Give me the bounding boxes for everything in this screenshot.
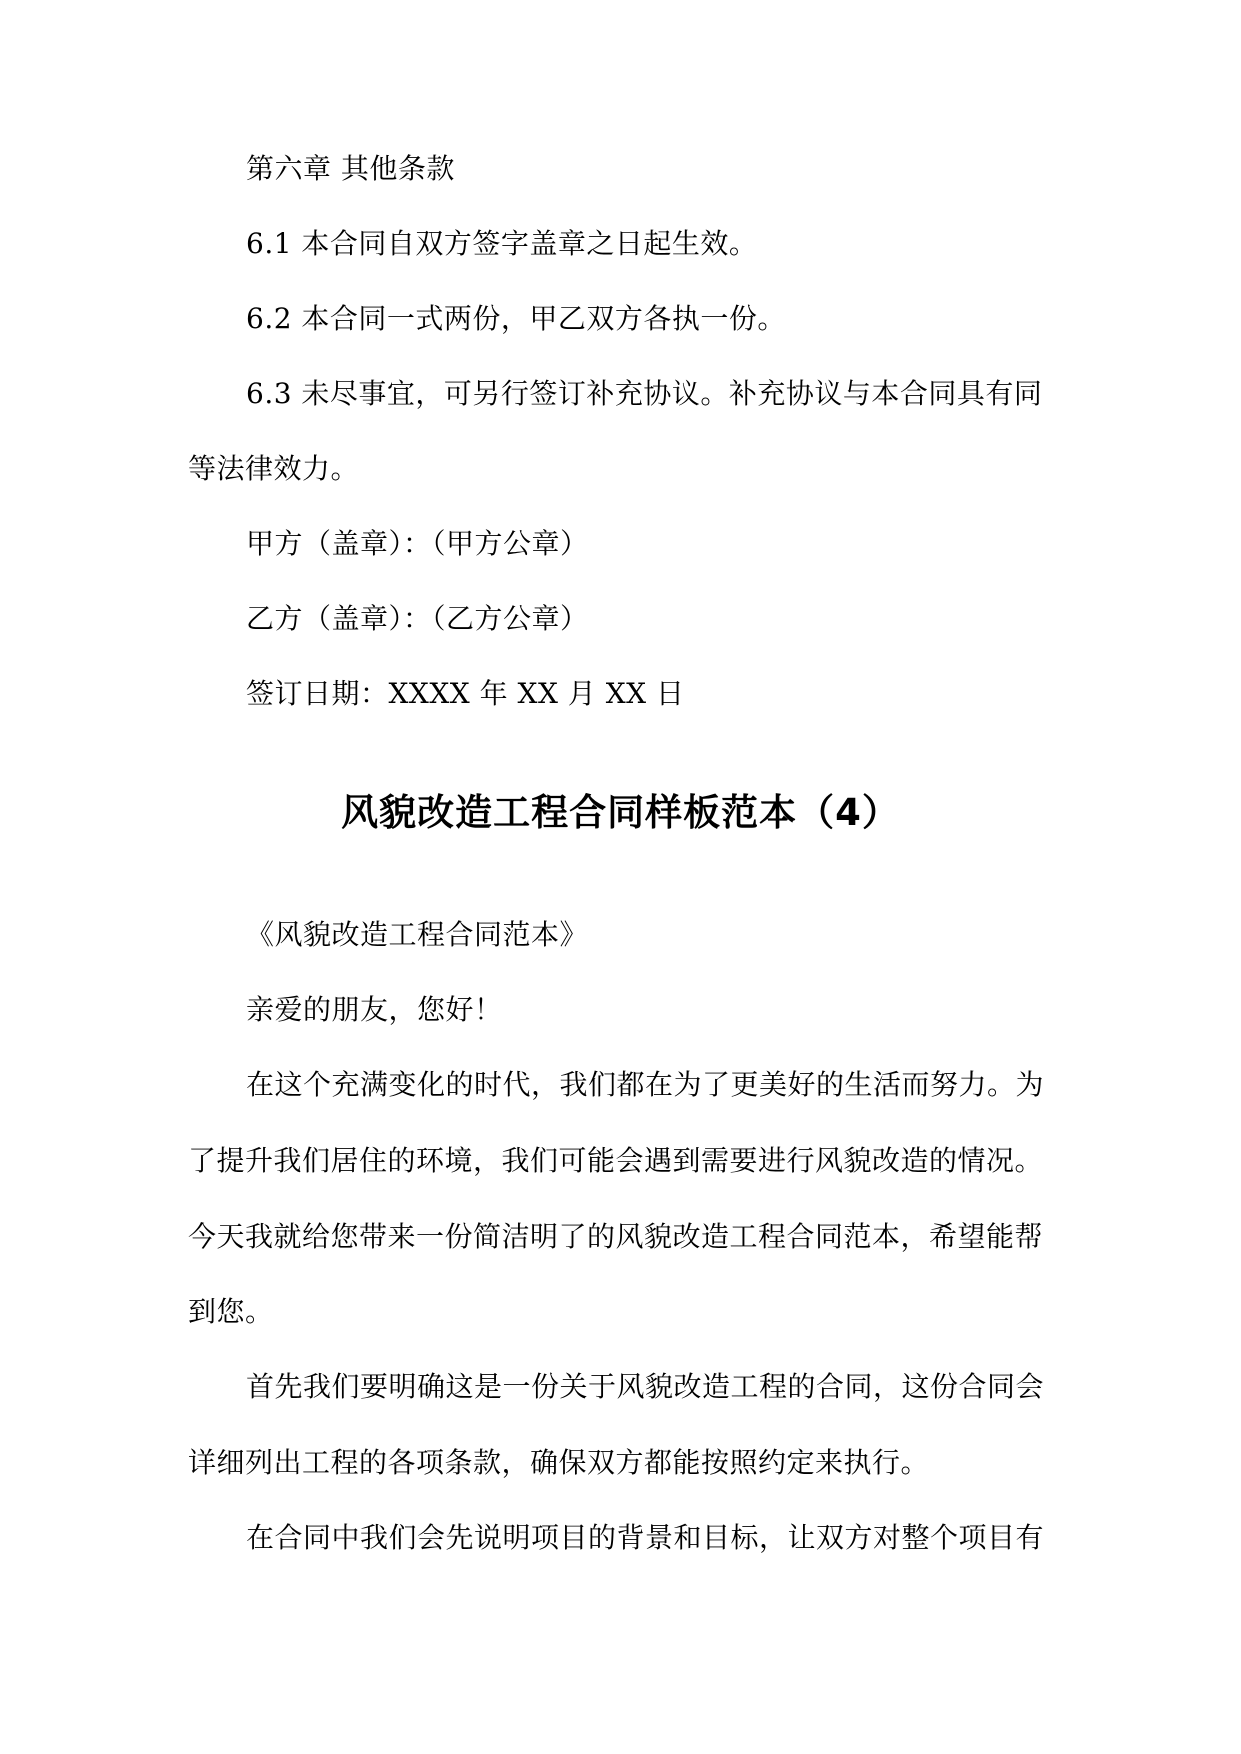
book-title: 《风貌改造工程合同范本》 — [246, 918, 589, 951]
clause-6-3-line2: 等法律效力。 — [188, 452, 360, 485]
clause-6-2: 6.2 本合同一式两份，甲乙双方各执一份。 — [246, 302, 786, 335]
paragraph-1-line4: 到您。 — [188, 1295, 274, 1328]
clause-6-3-line1: 6.3 未尽事宜，可另行签订补充协议。补充协议与本合同具有同 — [246, 377, 1043, 410]
paragraph-2-line1: 首先我们要明确这是一份关于风貌改造工程的合同，这份合同会 — [246, 1370, 1045, 1403]
document-title: 风貌改造工程合同样板范本（4） — [341, 791, 900, 834]
paragraph-1-line3: 今天我就给您带来一份简洁明了的风貌改造工程合同范本，希望能帮 — [188, 1220, 1044, 1253]
paragraph-2-line2: 详细列出工程的各项条款，确保双方都能按照约定来执行。 — [188, 1446, 930, 1479]
party-b-seal: 乙方（盖章）：（乙方公章） — [246, 602, 589, 635]
chapter-heading: 第六章 其他条款 — [246, 152, 455, 185]
sign-date: 签订日期：XXXX 年 XX 月 XX 日 — [246, 677, 685, 710]
greeting: 亲爱的朋友，您好！ — [246, 993, 503, 1026]
paragraph-3-line1: 在合同中我们会先说明项目的背景和目标，让双方对整个项目有 — [246, 1521, 1045, 1554]
party-a-seal: 甲方（盖章）：（甲方公章） — [246, 527, 589, 560]
paragraph-1-line2: 了提升我们居住的环境，我们可能会遇到需要进行风貌改造的情况。 — [188, 1144, 1044, 1177]
paragraph-1-line1: 在这个充满变化的时代，我们都在为了更美好的生活而努力。为 — [246, 1068, 1045, 1101]
clause-6-1: 6.1 本合同自双方签字盖章之日起生效。 — [246, 227, 758, 260]
